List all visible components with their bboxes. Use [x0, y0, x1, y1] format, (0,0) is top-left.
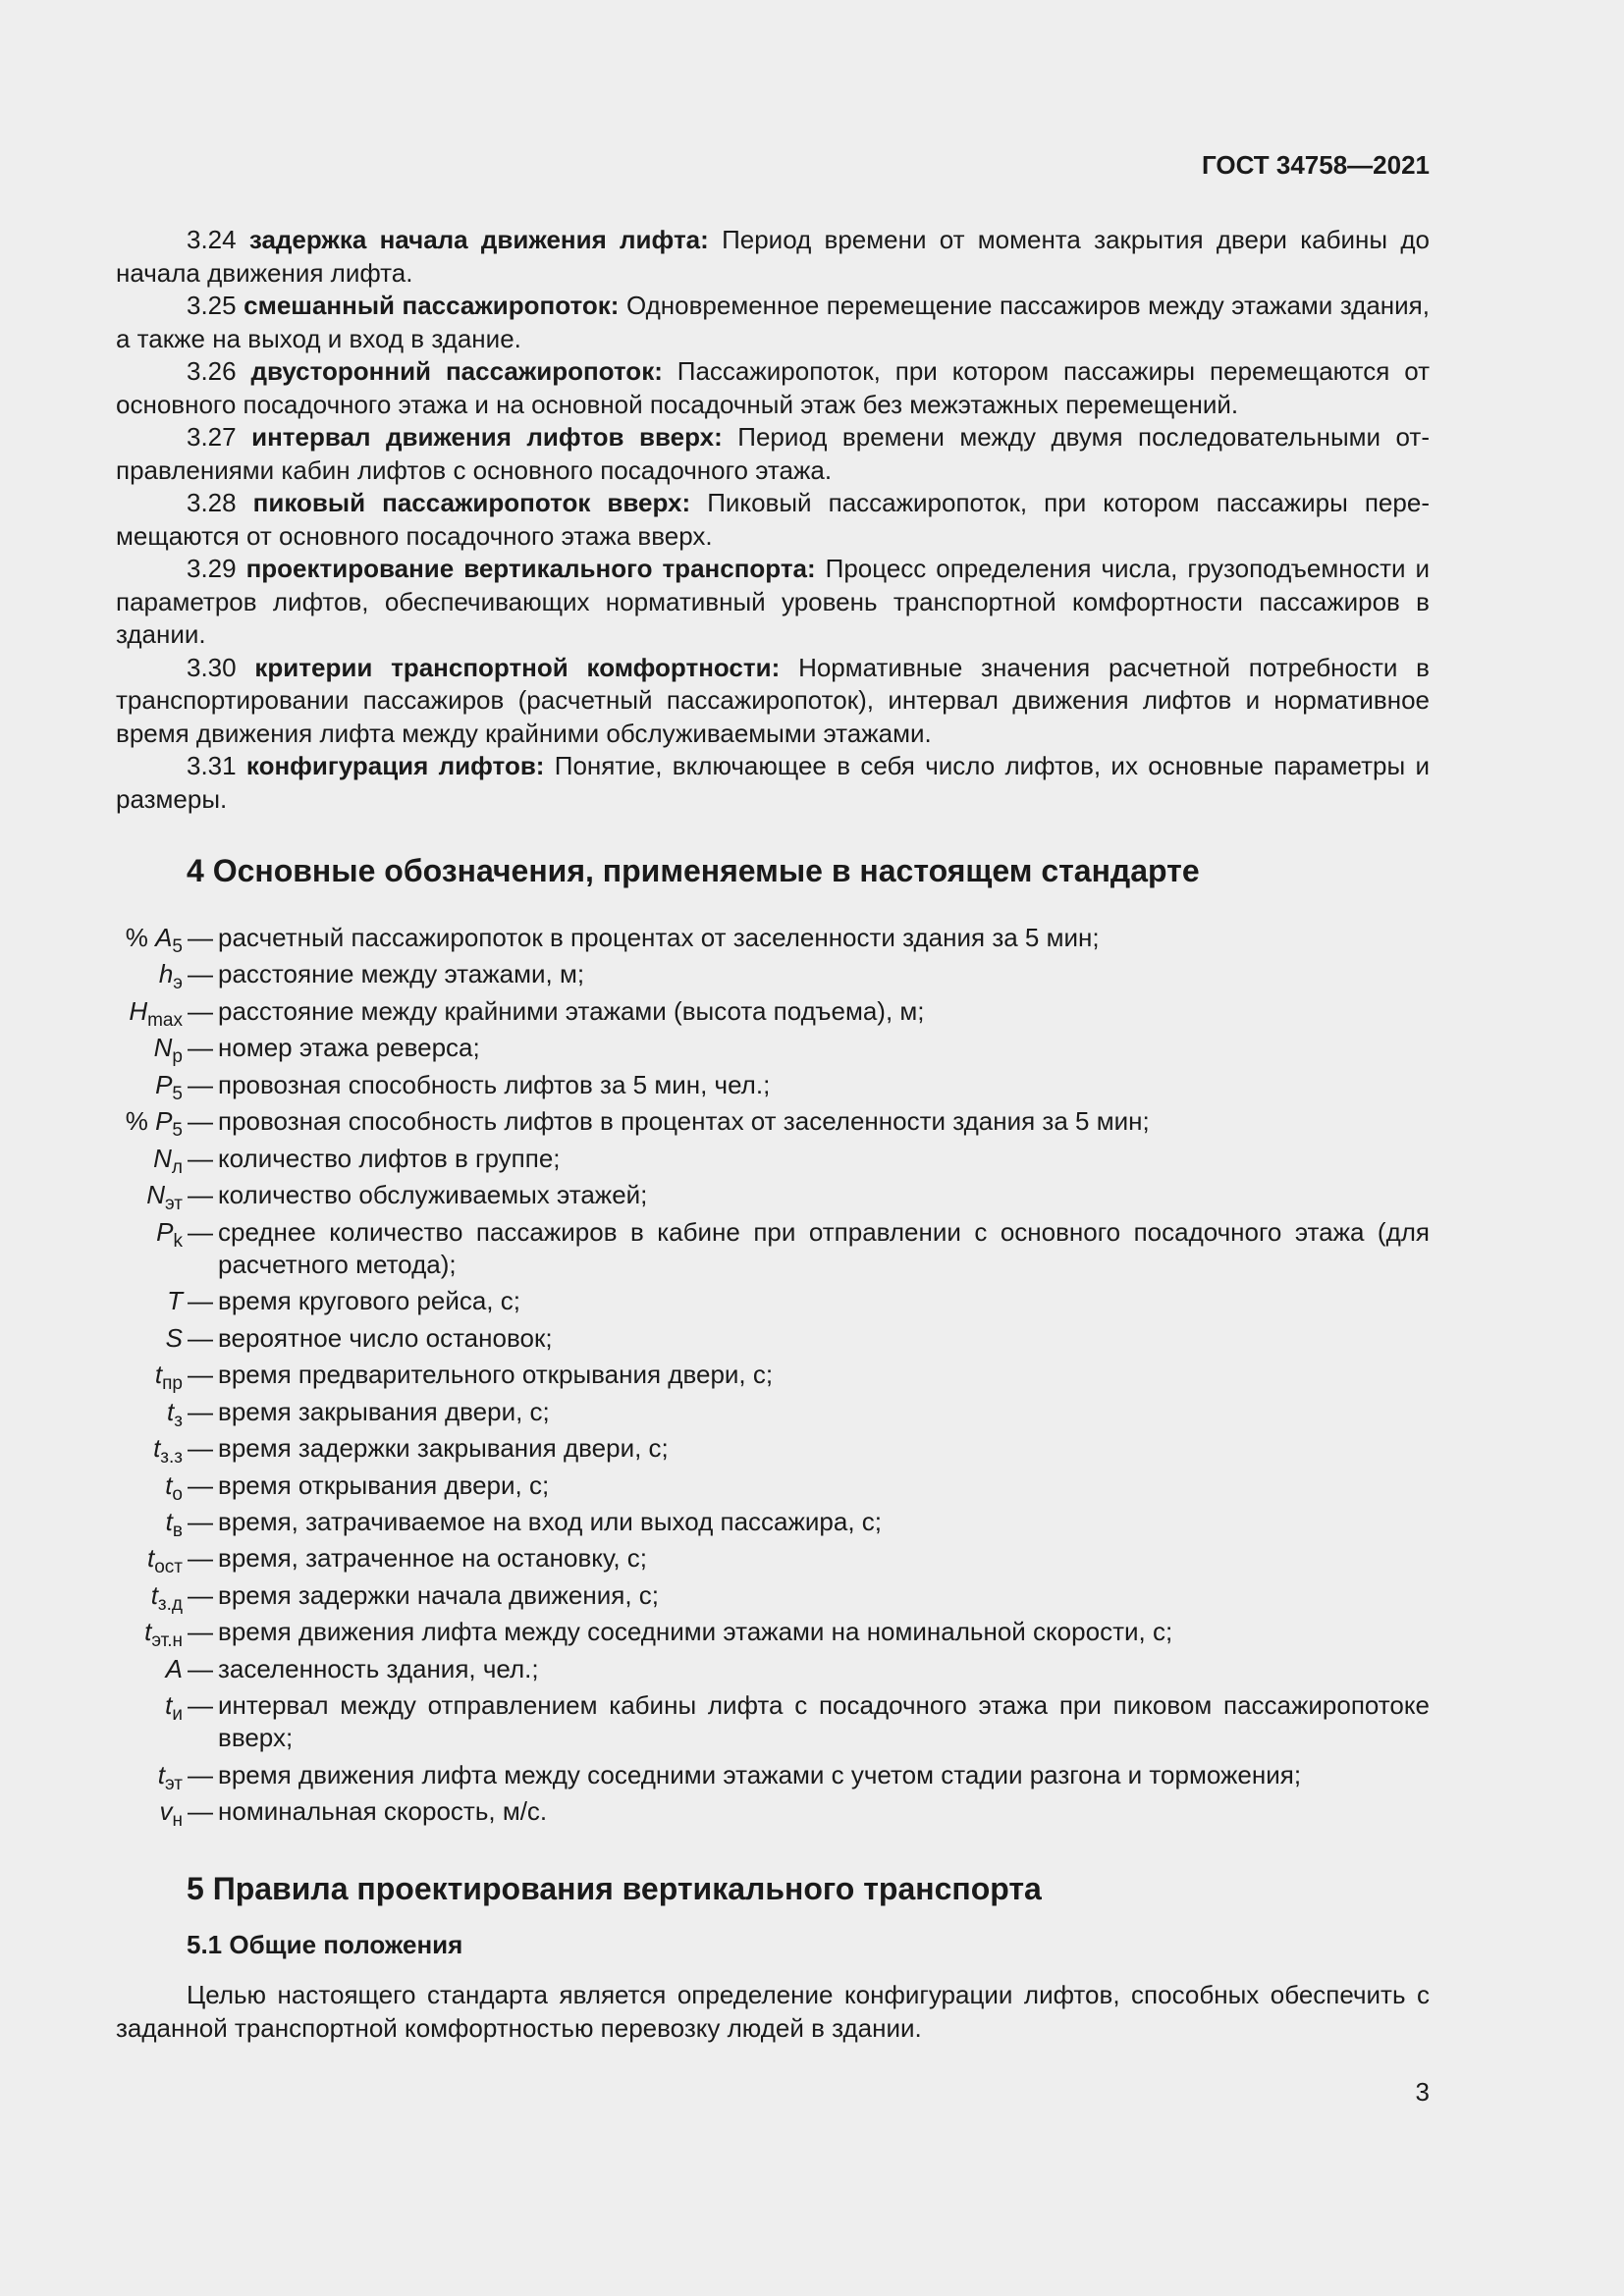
symbol-row: [116, 1795, 1430, 1832]
symbol-subscript: max: [147, 1009, 183, 1031]
term-definition: Пассажиропоток, при котором пассажиры перемещаются от основного посадочного этажа и на основной посадочный этаж без межэтажных перемещений.: [116, 356, 1430, 419]
symbol: [116, 995, 183, 1031]
term-number: 3.31: [187, 751, 237, 780]
symbol-description: время закрывания двери, с;: [218, 1396, 550, 1426]
symbol-row: [116, 1069, 1430, 1104]
symbol-base: t: [165, 1690, 173, 1721]
symbol-row: [116, 1432, 1430, 1468]
term-definition: Одновременное перемещение пассажиров между этажами здания, а также на выход и вход в здание.: [116, 291, 1430, 353]
symbol-description: расчетный пассажиропоток в процентах от заселенности здания за 5 мин;: [218, 923, 1100, 952]
symbol-description: время задержки начала движения, с;: [218, 1579, 659, 1610]
symbol-row: [116, 1579, 1430, 1615]
subsection-5-1-heading: 5.1 Общие положения: [187, 1930, 463, 1959]
symbol-base: t: [165, 1507, 173, 1536]
term-definition: Процесс определения числа, грузоподъемности и параметров лифтов, обеспечивающих нормативный уровень транспортной комфортности пассажиров в здании.: [116, 554, 1430, 649]
em-dash: —: [188, 1322, 213, 1353]
term-number: 3.26: [187, 356, 237, 386]
em-dash: —: [188, 1690, 213, 1721]
symbol-base: S: [165, 1322, 183, 1353]
symbol-description: количество обслуживаемых этажей;: [218, 1180, 648, 1210]
symbol-base: H: [129, 995, 148, 1026]
symbol: [116, 1616, 183, 1652]
symbol-description: время открывания двери, с;: [218, 1469, 550, 1500]
term-paragraph: [116, 652, 1430, 751]
em-dash: —: [188, 1617, 213, 1647]
symbol-base: t: [146, 1543, 155, 1574]
term-definition: Период времени между двумя последовательными отправлениями кабин лифтов с основного посадочного этажа.: [116, 422, 1430, 485]
term-name: пиковый пассажиропоток вверх:: [252, 488, 691, 517]
term-number: 3.30: [187, 652, 237, 682]
em-dash: —: [188, 1069, 213, 1099]
symbol: [116, 922, 183, 957]
section-4-heading: 4 Основные обозначения, применяемые в настоящем стандарте: [187, 853, 1200, 888]
symbol: [116, 1542, 183, 1578]
symbol-subscript: пр: [162, 1373, 183, 1395]
symbol-row: [116, 922, 1430, 957]
em-dash: —: [188, 1507, 213, 1536]
symbol-base: A: [165, 1653, 183, 1683]
symbol-row: [116, 1285, 1430, 1317]
symbol-row: [116, 1542, 1430, 1578]
em-dash: —: [188, 995, 213, 1026]
symbol-description: время, затрачиваемое на вход или выход пассажира, с;: [218, 1507, 883, 1536]
symbol: [116, 958, 183, 994]
symbol-description: время движения лифта между соседними этажами на номинальной скорости, с;: [218, 1617, 1173, 1647]
symbol-base: h: [158, 959, 174, 989]
symbol-prefix: %: [125, 1106, 156, 1137]
symbol-base: t: [144, 1617, 152, 1647]
symbol-base: N: [153, 1143, 172, 1173]
symbol-subscript: эт.н: [151, 1630, 183, 1652]
symbol: [116, 1322, 183, 1355]
symbol-base: A: [155, 923, 173, 952]
em-dash: —: [188, 1543, 213, 1574]
symbol-subscript: л: [171, 1156, 183, 1178]
symbol: [116, 1795, 183, 1832]
em-dash: —: [188, 1106, 213, 1137]
term-number: 3.25: [187, 291, 237, 320]
term-paragraph: [116, 290, 1430, 355]
symbol-base: P: [155, 1069, 173, 1099]
symbol-row: [116, 1689, 1430, 1754]
symbol-description: расстояние между этажами, м;: [218, 959, 585, 989]
term-name: задержка начала движения лифта:: [248, 225, 709, 254]
symbol-row: [116, 1653, 1430, 1685]
symbol-row: [116, 995, 1430, 1031]
em-dash: —: [188, 1433, 213, 1464]
term-number: 3.27: [187, 422, 237, 452]
symbol-description: среднее количество пассажиров в кабине при отправлении с основного посадочного этажа (для расчетного метода);: [218, 1216, 1430, 1279]
em-dash: —: [188, 1796, 213, 1827]
symbol-row: [116, 1396, 1430, 1431]
symbol-base: t: [167, 1396, 175, 1426]
symbol-row: [116, 1759, 1430, 1794]
em-dash: —: [188, 923, 213, 952]
em-dash: —: [188, 1579, 213, 1610]
symbol-subscript: о: [172, 1483, 183, 1505]
symbol-subscript: в: [172, 1521, 183, 1541]
symbol-description: провозная способность лифтов в процентах от заселенности здания за 5 мин;: [218, 1106, 1150, 1137]
terms-list: [116, 224, 1430, 816]
symbol-row: [116, 1105, 1430, 1142]
term-paragraph: [116, 750, 1430, 816]
symbol: [116, 1396, 183, 1431]
symbol-description: время движения лифта между соседними этажами с учетом стадии разгона и торможения;: [218, 1759, 1302, 1789]
term-name: двусторонний пассажиропоток:: [250, 356, 663, 386]
symbol-subscript: з.д: [157, 1593, 183, 1615]
symbol-description: количество лифтов в группе;: [218, 1143, 561, 1173]
symbol-base: P: [155, 1106, 173, 1137]
em-dash: —: [188, 1033, 213, 1063]
symbol: [116, 1285, 183, 1317]
symbol-base: t: [165, 1469, 173, 1500]
term-number: 3.28: [187, 488, 237, 517]
symbol-description: вероятное число остановок;: [218, 1322, 553, 1353]
symbol-prefix: %: [125, 923, 156, 952]
term-name: конфигурация лифтов:: [245, 751, 545, 780]
term-number: 3.29: [187, 554, 237, 583]
term-definition: Нормативные значения расчетной потребности в транспортировании пассажиров (расчетный пассажиропоток), интервал движения лифтов и нормативное время движения лифта между крайними обслуживаемыми этажами.: [116, 652, 1430, 748]
symbol-description: время кругового рейса, с;: [218, 1286, 520, 1316]
em-dash: —: [188, 959, 213, 989]
symbol-subscript: и: [172, 1704, 183, 1726]
symbol-subscript: эт: [165, 1194, 183, 1215]
symbol-description: время задержки закрывания двери, с;: [218, 1433, 669, 1464]
symbol: [116, 1432, 183, 1468]
symbol-base: t: [150, 1579, 158, 1610]
symbol-base: N: [153, 1033, 173, 1063]
symbol-description: время, затраченное на остановку, с;: [218, 1543, 648, 1574]
symbol: [116, 1506, 183, 1541]
symbol: [116, 1469, 183, 1505]
term-name: критерии транспортной комфортности:: [254, 652, 781, 682]
term-name: интервал движения лифтов вверх:: [251, 422, 723, 452]
symbol: [116, 1179, 183, 1215]
term-number: 3.24: [187, 225, 237, 254]
symbol-base: P: [156, 1216, 174, 1247]
symbol-base: t: [154, 1360, 163, 1390]
term-definition: Период времени от момента закрытия двери кабины до начала движения лифта.: [116, 225, 1430, 288]
symbol-subscript: эт: [165, 1773, 183, 1794]
symbol-row: [116, 1469, 1430, 1505]
symbol-base: t: [153, 1433, 161, 1464]
section-5-heading: 5 Правила проектирования вертикального транспорта: [187, 1871, 1042, 1906]
symbol-description: номинальная скорость, м/с.: [218, 1796, 548, 1827]
symbol: [116, 1653, 183, 1685]
em-dash: —: [188, 1143, 213, 1173]
symbol: [116, 1759, 183, 1794]
em-dash: —: [188, 1653, 213, 1683]
symbol-base: v: [159, 1796, 173, 1827]
symbol-row: [116, 958, 1430, 994]
em-dash: —: [188, 1759, 213, 1789]
symbol: [116, 1359, 183, 1395]
symbol-row: [116, 1359, 1430, 1395]
symbol-base: N: [146, 1180, 166, 1210]
symbol: [116, 1143, 183, 1178]
symbol: [116, 1105, 183, 1142]
term-paragraph: [116, 487, 1430, 553]
term-definition: Пиковый пассажиропоток, при котором пассажиры перемещаются от основного посадочного этажа вверх.: [116, 488, 1430, 551]
em-dash: —: [188, 1469, 213, 1500]
em-dash: —: [188, 1286, 213, 1316]
subsection-5-1-text: Целью настоящего стандарта является определение конфигурации лифтов, способных обеспечить с заданной транспортной комфортностью перевозку людей в здании.: [116, 1980, 1430, 2043]
symbol-row: [116, 1216, 1430, 1281]
symbol-subscript: з.з: [160, 1447, 183, 1468]
symbols-list: [116, 922, 1430, 1833]
symbol-subscript: ост: [154, 1557, 183, 1578]
symbol-subscript: э: [173, 973, 183, 994]
symbol-description: провозная способность лифтов за 5 мин, чел.;: [218, 1069, 771, 1099]
symbol: [116, 1216, 183, 1281]
symbol-base: t: [157, 1759, 166, 1789]
term-definition: Понятие, включающее в себя число лифтов, их основные параметры и размеры.: [116, 751, 1430, 814]
symbol-subscript: н: [172, 1810, 183, 1832]
symbol-subscript: 5: [172, 936, 183, 957]
symbol-row: [116, 1032, 1430, 1068]
symbol-description: заселенность здания, чел.;: [218, 1653, 539, 1683]
symbol-subscript: р: [172, 1046, 183, 1068]
symbol-row: [116, 1143, 1430, 1178]
term-paragraph: [116, 355, 1430, 421]
term-paragraph: [116, 553, 1430, 652]
symbol-description: номер этажа реверса;: [218, 1033, 480, 1063]
term-name: проектирование вертикального транспорта:: [245, 554, 816, 583]
page-number: 3: [1415, 2077, 1430, 2107]
term-paragraph: [116, 224, 1430, 290]
symbol-row: [116, 1322, 1430, 1355]
symbol-row: [116, 1616, 1430, 1652]
symbol: [116, 1069, 183, 1104]
em-dash: —: [188, 1180, 213, 1210]
symbol: [116, 1579, 183, 1615]
symbol-description: интервал между отправлением кабины лифта с посадочного этажа при пиковом пассажиропотоке вверх;: [218, 1690, 1430, 1753]
symbol-description: расстояние между крайними этажами (высота подъема), м;: [218, 995, 925, 1026]
symbol-subscript: з: [174, 1410, 183, 1431]
symbol: [116, 1032, 183, 1068]
symbol-row: [116, 1179, 1430, 1215]
term-paragraph: [116, 421, 1430, 487]
symbol-subscript: k: [173, 1230, 183, 1252]
symbol-subscript: 5: [172, 1083, 183, 1104]
symbol-description: время предварительного открывания двери, с;: [218, 1360, 774, 1390]
term-name: смешанный пассажиропоток:: [244, 291, 620, 320]
symbol-row: [116, 1506, 1430, 1541]
em-dash: —: [188, 1360, 213, 1390]
document-number: ГОСТ 34758—2021: [1202, 150, 1430, 180]
symbol-subscript: 5: [172, 1120, 183, 1142]
em-dash: —: [188, 1396, 213, 1426]
em-dash: —: [188, 1216, 213, 1247]
symbol: [116, 1689, 183, 1754]
symbol-base: T: [167, 1286, 183, 1316]
